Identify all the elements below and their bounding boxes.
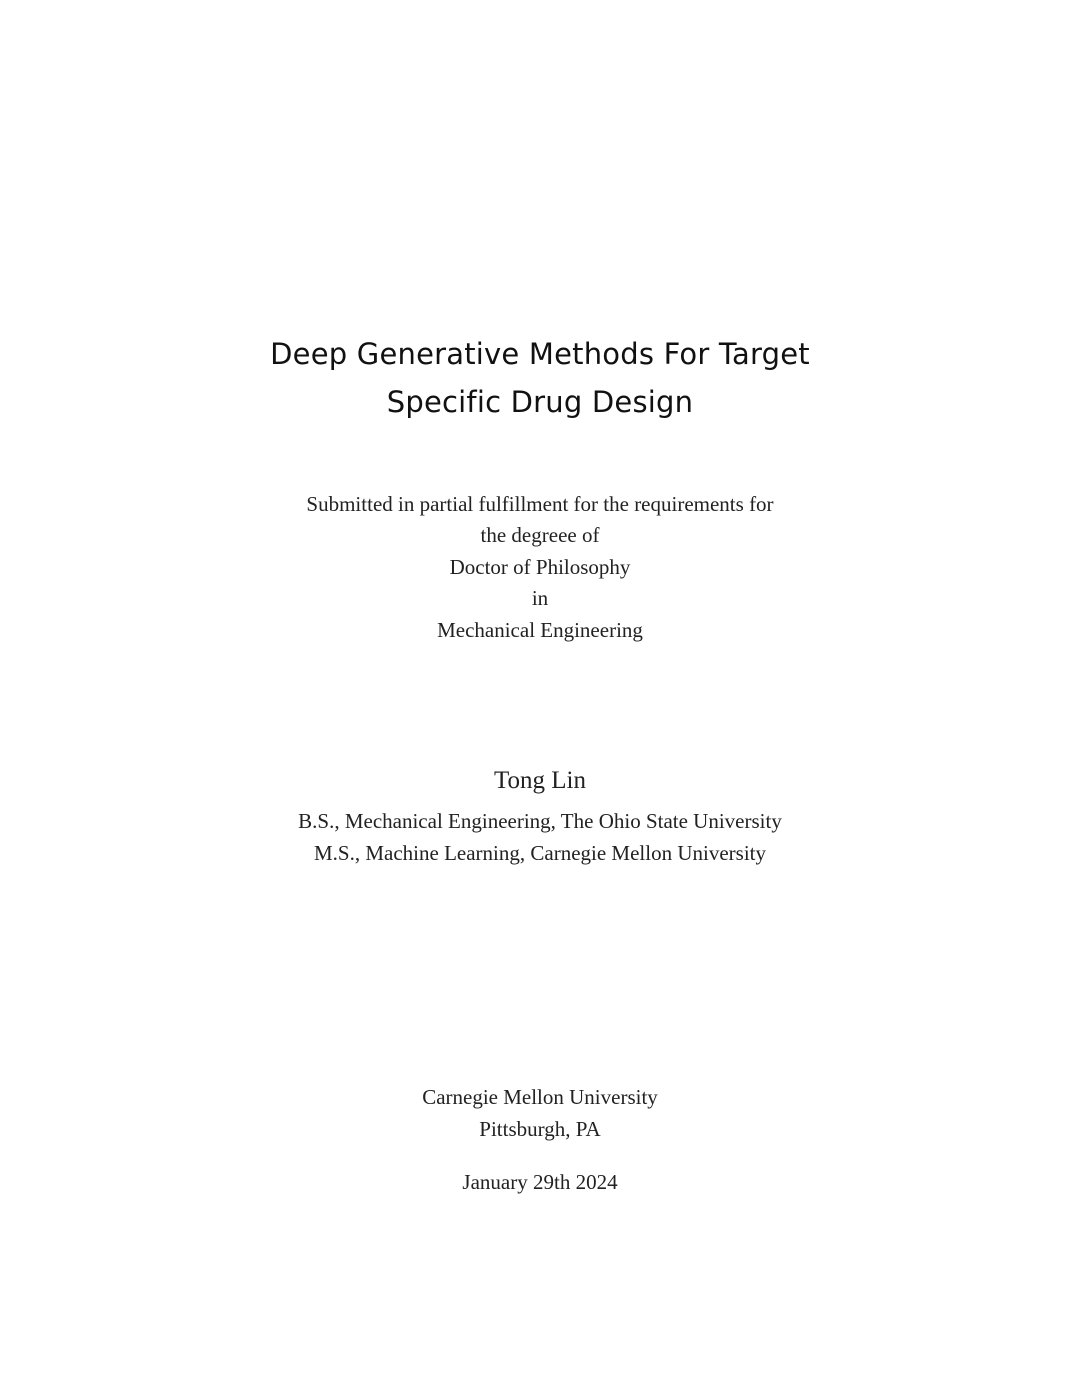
degree-in: in <box>531 586 549 610</box>
author-name: Tong Lin <box>494 767 586 794</box>
submission-statement-line-2: the degreee of <box>480 523 600 547</box>
institution-location: Pittsburgh, PA <box>479 1117 601 1141</box>
degree-name: Doctor of Philosophy <box>449 555 631 579</box>
submission-date: January 29th 2024 <box>462 1170 618 1194</box>
author-credential-ms: M.S., Machine Learning, Carnegie Mellon University <box>314 841 766 865</box>
submission-statement-line-1: Submitted in partial fulfillment for the requirements for <box>306 492 774 516</box>
title-line-2: Specific Drug Design <box>386 385 694 419</box>
degree-field: Mechanical Engineering <box>437 618 643 642</box>
title-line-1: Deep Generative Methods For Target <box>270 337 810 371</box>
author-credential-bs: B.S., Mechanical Engineering, The Ohio State University <box>298 809 782 833</box>
institution-name: Carnegie Mellon University <box>422 1085 658 1109</box>
